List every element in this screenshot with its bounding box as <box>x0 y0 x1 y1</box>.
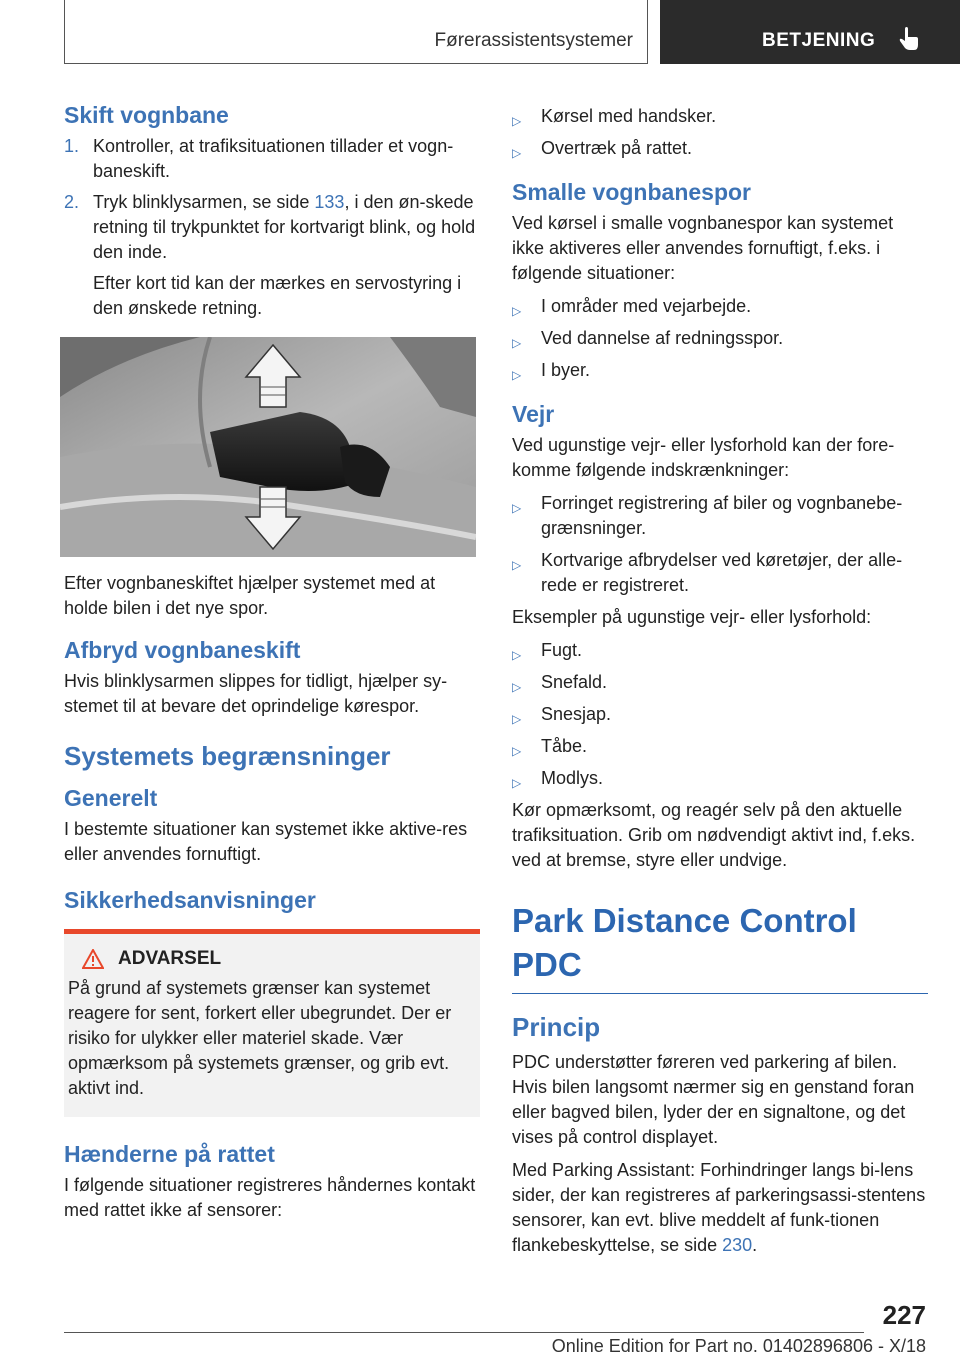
parking-assistant-text-post: . <box>752 1235 758 1255</box>
triangle-bullet-icon: ▷ <box>512 501 522 515</box>
step-text: Kontroller, at trafiksituationen tillader et vogn-baneskift. <box>93 136 454 181</box>
warning-box <box>64 929 480 1117</box>
warning-text: På grund af systemets grænser kan systemet reagere for sent, forkert eller ubegrundet. Der er risiko for ulykker eller materiel skade. Vær opmærksom på systemets grænser, og grib evt. aktivt ind. <box>68 978 452 1098</box>
koer-text: Kør opmærksomt, og reagér selv på den aktuelle trafiksituation. Grib om nødvendigt aktivt ind, f.eks. ved at bremse, styre eller undvige. <box>512 800 916 870</box>
right-column <box>512 104 928 1266</box>
triangle-bullet-icon: ▷ <box>512 776 522 790</box>
list-item <box>512 734 928 759</box>
triangle-bullet-icon: ▷ <box>512 558 522 572</box>
after-image-text: Efter vognbaneskiftet hjælper systemet med at holde bilen i det nye spor. <box>64 573 436 618</box>
heading-haenderne: Hænderne på rattet <box>64 1141 275 1167</box>
triangle-bullet-icon: ▷ <box>512 744 522 758</box>
step-number: 1. <box>64 136 80 156</box>
parking-assistant-text <box>512 1158 928 1258</box>
list-item <box>512 104 928 129</box>
triangle-bullet-icon: ▷ <box>512 304 522 318</box>
warning-header <box>82 948 466 970</box>
heading-vejr: Vejr <box>512 401 555 427</box>
left-column <box>64 100 480 1231</box>
triangle-bullet-icon: ▷ <box>512 648 522 662</box>
triangle-bullet-icon: ▷ <box>512 114 522 128</box>
list-item <box>512 358 928 383</box>
list-item-text: Snesjap. <box>541 704 612 724</box>
list-item <box>512 294 928 319</box>
list-item-text: I byer. <box>541 360 591 380</box>
list-item <box>512 136 928 161</box>
step-text-pre: Tryk blinklysarmen, se side <box>93 192 315 212</box>
haenderne-text: I følgende situationer registreres håndernes kontakt med rattet ikke af sensorer: <box>64 1175 476 1220</box>
list-item-text: I områder med vejarbejde. <box>541 296 752 316</box>
list-item-text: Ved dannelse af redningsspor. <box>541 328 784 348</box>
list-item <box>512 670 928 695</box>
header-chapter-title: BETJENING <box>762 30 876 51</box>
list-item-text: Kørsel med handsker. <box>541 106 717 126</box>
page-link-230[interactable]: 230 <box>722 1235 753 1255</box>
list-item-text: Forringet registrering af biler og vognbanebe-grænsninger. <box>541 493 903 538</box>
heading-princip: Princip <box>512 1012 601 1042</box>
list-item-text: Tåbe. <box>541 736 588 756</box>
list-item <box>512 766 928 791</box>
list-item-text: Overtræk på rattet. <box>541 138 693 158</box>
smalle-text: Ved kørsel i smalle vognbanespor kan systemet ikke aktiveres eller anvendes fornuftigt, f.eks. i følgende situationer: <box>512 213 894 283</box>
list-item <box>512 702 928 727</box>
header-chapter-box <box>660 0 960 64</box>
vejr-text: Ved ugunstige vejr- eller lysforhold kan der fore-komme følgende indskrænkninger: <box>512 435 895 480</box>
triangle-bullet-icon: ▷ <box>512 146 522 160</box>
heading-generelt: Generelt <box>64 785 158 811</box>
heading-afbryd: Afbryd vognbaneskift <box>64 637 301 663</box>
triangle-bullet-icon: ▷ <box>512 680 522 694</box>
footer-edition: Online Edition for Part no. 01402896806 - X/18 <box>551 1336 926 1356</box>
list-item-text: Modlys. <box>541 768 604 788</box>
hand-pointer-icon <box>896 26 922 52</box>
step-item <box>64 134 480 184</box>
page-link-133[interactable]: 133 <box>314 192 345 212</box>
triangle-bullet-icon: ▷ <box>512 368 522 382</box>
princip-text: PDC understøtter føreren ved parkering af bilen. Hvis bilen langsomt nærmer sig en genstand foran eller bagved bilen, lyder der en signaltone, og det vises på control displayet. <box>512 1052 915 1147</box>
heading-pdc: Park Distance Control PDC <box>512 899 928 994</box>
heading-begraensninger: Systemets begrænsninger <box>64 741 391 771</box>
step-item <box>64 190 480 265</box>
list-item <box>512 548 928 598</box>
step-number: 2. <box>64 192 80 212</box>
list-item <box>512 638 928 663</box>
page-number: 227 <box>882 1300 926 1330</box>
turn-signal-lever-image <box>60 337 476 557</box>
afbryd-text: Hvis blinklysarmen slippes for tidligt, hjælper sy-stemet til at bevare det oprindelige kørespor. <box>64 671 448 716</box>
list-item <box>512 491 928 541</box>
list-item-text: Snefald. <box>541 672 608 692</box>
eksempler-text: Eksempler på ugunstige vejr- eller lysforhold: <box>512 607 872 627</box>
heading-smalle: Smalle vognbanespor <box>512 179 752 205</box>
header-section-box <box>64 0 648 64</box>
triangle-bullet-icon: ▷ <box>512 336 522 350</box>
footer-divider <box>64 1332 864 1333</box>
header-section-title: Førerassistentsystemer <box>434 30 633 51</box>
warning-triangle-icon <box>82 949 104 969</box>
list-item <box>512 326 928 351</box>
step-sub-text: Efter kort tid kan der mærkes en servostyring i den ønskede retning. <box>93 273 462 318</box>
parking-assistant-text-pre: Med Parking Assistant: Forhindringer langs bi-lens sider, der kan registreres af parkeringsassi-stentens sensorer, kan evt. blive meddelt af funk-tionen flankebeskyttelse, se side <box>512 1160 926 1255</box>
warning-title: ADVARSEL <box>118 948 222 969</box>
heading-skift-vognbane: Skift vognbane <box>64 102 229 128</box>
generelt-text: I bestemte situationer kan systemet ikke aktive-res eller anvendes fornuftigt. <box>64 819 468 864</box>
heading-sikkerhed: Sikkerhedsanvisninger <box>64 887 316 913</box>
list-item-text: Kortvarige afbrydelser ved køretøjer, der alle-rede er registreret. <box>541 550 903 595</box>
step-text-post: , i den øn-skede retning til trykpunktet for kortvarigt blink, og hold den inde. <box>93 192 476 262</box>
list-item-text: Fugt. <box>541 640 583 660</box>
triangle-bullet-icon: ▷ <box>512 712 522 726</box>
